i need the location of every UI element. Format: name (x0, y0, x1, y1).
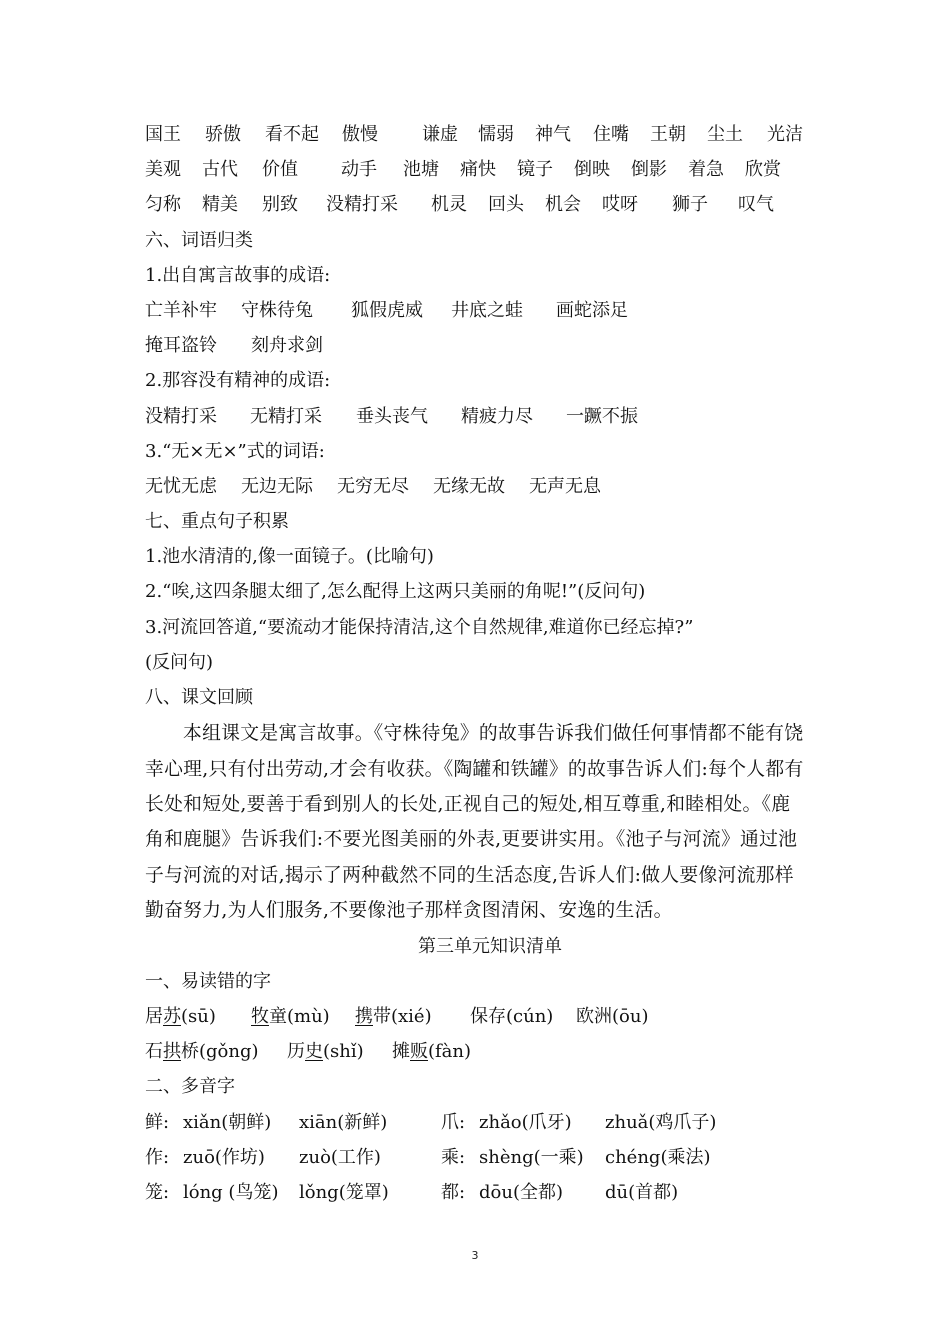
idiom: 井底之蛙 (451, 299, 523, 321)
vocab-word: 叹气 (738, 194, 774, 216)
vocab-word: 骄傲 (205, 124, 241, 145)
vocab-row (145, 117, 825, 152)
paragraph-line: 幸心理,只有付出劳动,才会有收获。《陶罐和铁罐》的故事告诉人们:每个人都有 (145, 758, 804, 780)
polyphone-line (145, 1140, 825, 1175)
idiom: 掩耳盗铃 (145, 335, 217, 357)
idiom: 守株待兔 (241, 299, 313, 321)
reading: zuō(作坊) (183, 1146, 265, 1168)
misread-item: 保存(cún) (470, 1006, 554, 1027)
vocab-word: 神气 (535, 124, 571, 145)
word-line (145, 328, 825, 363)
vocab-word: 欣赏 (745, 159, 781, 181)
misread-item: 石拱桥(gǒng) (145, 1041, 259, 1063)
page-number: 3 (471, 1249, 479, 1262)
word: 无忧无虑 (145, 475, 217, 497)
polyphone-char: 鲜: (145, 1111, 170, 1133)
unit-title: 第三单元知识清单 (418, 935, 562, 957)
reading: zhǎo(爪牙) (479, 1111, 572, 1133)
reading: lóng (鸟笼) (183, 1181, 279, 1203)
word: 无边无际 (241, 475, 313, 497)
vocab-word: 痛快 (460, 159, 496, 181)
idiom: 一蹶不振 (566, 405, 638, 427)
word-line (145, 293, 825, 328)
vocab-word: 动手 (341, 159, 377, 181)
idiom: 垂头丧气 (356, 405, 428, 427)
vocab-word: 谦虚 (422, 124, 458, 145)
polyphone-line (145, 1105, 825, 1140)
word: 无缘无故 (433, 475, 505, 497)
paragraph-line: 子与河流的对话,揭示了两种截然不同的生活态度,告诉人们:做人要像河流那样 (145, 864, 794, 886)
polyphone-char: 乘: (441, 1146, 466, 1168)
paragraph-line: 本组课文是寓言故事。《守株待兔》的故事告诉我们做任何事情都不能有饶 (183, 723, 804, 745)
idiom: 亡羊补牢 (145, 299, 217, 321)
polyphone-char: 都: (441, 1181, 466, 1203)
vocab-word: 住嘴 (593, 124, 629, 145)
word-line (145, 469, 825, 504)
vocab-row (145, 187, 825, 222)
polyphone-char: 爪: (441, 1111, 466, 1133)
vocab-word: 池塘 (403, 159, 439, 181)
page-content (145, 117, 825, 1210)
polyphone-char: 作: (145, 1146, 170, 1168)
vocab-word: 价值 (262, 159, 298, 181)
idiom: 狐假虎威 (351, 299, 423, 321)
sentence-line: (反问句) (145, 651, 214, 673)
polyphone-char: 笼: (145, 1181, 170, 1203)
idiom: 无精打采 (250, 405, 322, 427)
word-line (145, 399, 825, 434)
misread-item: 欧洲(ōu) (576, 1006, 649, 1027)
misread-item: 摊贩(fàn) (392, 1041, 472, 1063)
sentence-line: 2.“唉,这四条腿太细了,怎么配得上这两只美丽的角呢!”(反问句) (145, 581, 646, 603)
section-heading: 八、课文回顾 (145, 687, 253, 708)
idiom: 画蛇添足 (556, 299, 628, 321)
vocab-word: 光洁 (767, 124, 803, 145)
vocab-word: 王朝 (650, 124, 686, 145)
sentence-line: 3.河流回答道,“要流动才能保持清洁,这个自然规律,难道你已经忘掉?” (145, 616, 694, 638)
idiom: 刻舟求剑 (251, 335, 323, 357)
reading: xiān(新鲜) (299, 1111, 388, 1133)
group-label: 1.出自寓言故事的成语: (145, 264, 331, 286)
sentence-line: 1.池水清清的,像一面镜子。(比喻句) (145, 546, 434, 568)
vocab-word: 尘土 (707, 124, 743, 145)
vocab-word: 哎呀 (602, 194, 638, 216)
reading: lǒng(笼罩) (299, 1181, 389, 1203)
vocab-word: 倒影 (631, 159, 667, 181)
word: 无穷无尽 (337, 475, 409, 497)
vocab-word: 古代 (202, 159, 238, 181)
misread-item: 历史(shǐ) (287, 1041, 364, 1063)
vocab-word: 机灵 (431, 194, 467, 216)
vocab-word: 美观 (145, 159, 181, 181)
vocab-word: 狮子 (672, 194, 708, 216)
vocab-word: 别致 (262, 194, 298, 216)
reading: shèng(一乘) (479, 1146, 584, 1168)
section-heading: 六、词语归类 (145, 229, 253, 251)
vocab-word: 懦弱 (478, 124, 514, 145)
review-paragraph (145, 716, 825, 928)
vocab-word: 回头 (488, 194, 524, 216)
vocab-row (145, 152, 825, 187)
vocab-word: 没精打采 (326, 194, 398, 216)
section-heading: 七、重点句子积累 (145, 511, 289, 533)
reading: chéng(乘法) (605, 1146, 711, 1168)
misread-line (145, 999, 825, 1034)
vocab-word: 倒映 (574, 159, 610, 181)
vocab-word: 看不起 (265, 124, 319, 145)
vocab-word: 傲慢 (342, 124, 378, 145)
vocab-word: 精美 (202, 194, 238, 216)
group-label: 3.“无×无×”式的词语: (145, 440, 325, 462)
misread-item: 携带(xié) (355, 1006, 432, 1027)
paragraph-line: 长处和短处,要善于看到别人的长处,正视自己的短处,相互尊重,和睦相处。《鹿 (145, 794, 791, 815)
reading: zhuǎ(鸡爪子) (605, 1111, 717, 1133)
reading: zuò(工作) (299, 1146, 381, 1168)
idiom: 没精打采 (145, 405, 217, 427)
vocab-word: 国王 (145, 124, 181, 145)
section-heading: 二、多音字 (145, 1076, 235, 1098)
vocab-word: 镜子 (517, 159, 553, 181)
word: 无声无息 (529, 475, 601, 497)
vocab-word: 匀称 (145, 194, 181, 216)
paragraph-line: 勤奋努力,为人们服务,不要像池子那样贪图清闲、安逸的生活。 (145, 900, 673, 922)
vocab-word: 机会 (545, 194, 581, 216)
paragraph-line: 角和鹿腿》告诉我们:不要光图美丽的外表,更要讲实用。《池子与河流》通过池 (145, 829, 798, 851)
vocab-word: 着急 (688, 159, 724, 181)
group-label: 2.那容没有精神的成语: (145, 370, 331, 392)
misread-line (145, 1034, 825, 1069)
reading: xiǎn(朝鲜) (183, 1111, 272, 1133)
polyphone-line (145, 1175, 825, 1210)
misread-item: 牧童(mù) (251, 1006, 330, 1027)
misread-item: 居苏(sū) (145, 1006, 216, 1027)
reading: dū(首都) (605, 1181, 679, 1203)
idiom: 精疲力尽 (461, 405, 533, 427)
reading: dōu(全都) (479, 1181, 563, 1203)
section-heading: 一、易读错的字 (145, 970, 271, 992)
